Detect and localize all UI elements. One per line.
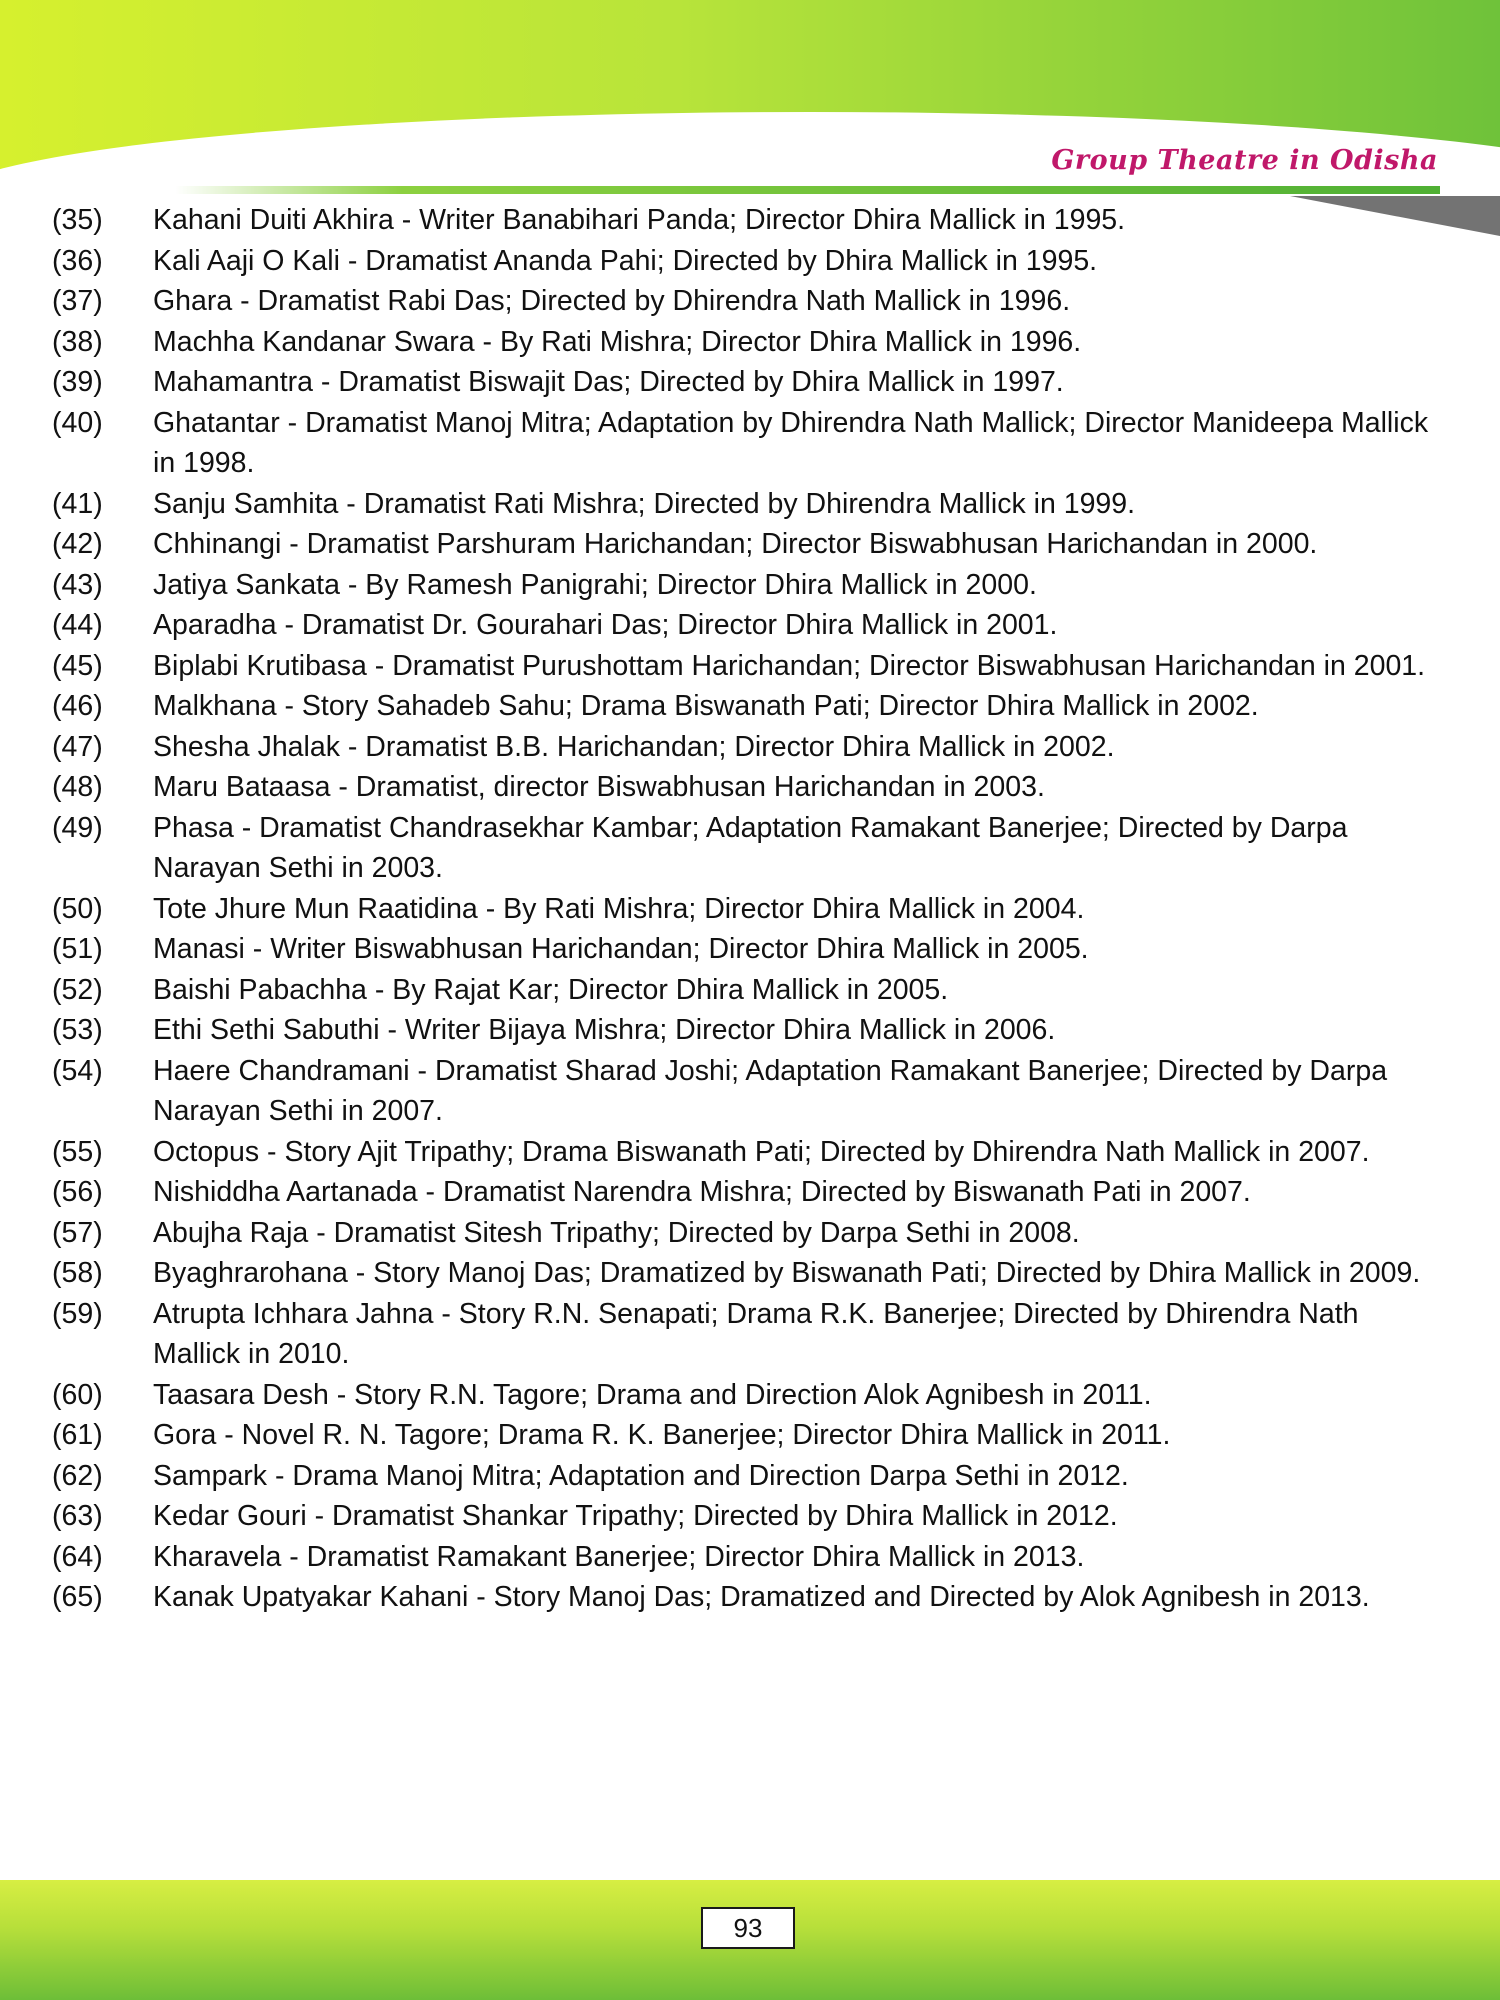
list-item [52, 241, 1452, 282]
entry-number: (49) [52, 811, 103, 844]
entry-number: (40) [52, 406, 103, 439]
entry-text: Taasara Desh - Story R.N. Tagore; Drama and Direction Alok Agnibesh in 2011. [153, 1378, 1152, 1411]
entry-text: Sampark - Drama Manoj Mitra; Adaptation and Direction Darpa Sethi in 2012. [153, 1459, 1129, 1492]
entry-text: Chhinangi - Dramatist Parshuram Harichandan; Director Biswabhusan Harichandan in 2000. [153, 528, 1318, 560]
list-item [52, 1537, 1452, 1578]
entry-number: (63) [52, 1500, 103, 1532]
list-item [52, 767, 1452, 808]
list-item [52, 605, 1452, 646]
entry-text: Haere Chandramani - Dramatist Sharad Joshi; Adaptation Ramakant Banerjee; Directed by Darpa Narayan Sethi in 2007. [153, 1054, 1388, 1127]
entry-text: Kedar Gouri - Dramatist Shankar Tripathy; Directed by Dhira Mallick in 2012. [153, 1500, 1118, 1532]
list-item [52, 1132, 1452, 1173]
entry-number: (36) [52, 244, 103, 277]
list-item [52, 200, 1452, 241]
entry-text: Gora - Novel R. N. Tagore; Drama R. K. Banerjee; Director Dhira Mallick in 2011. [153, 1419, 1171, 1451]
entry-text: Kharavela - Dramatist Ramakant Banerjee; Director Dhira Mallick in 2013. [153, 1540, 1085, 1573]
list-item [52, 322, 1452, 363]
entry-number: (35) [52, 204, 103, 236]
entry-number: (55) [52, 1135, 103, 1168]
entry-number: (53) [52, 1014, 103, 1046]
entry-number: (41) [52, 487, 103, 520]
entry-number: (37) [52, 285, 103, 317]
list-item [52, 686, 1452, 727]
entry-text: Tote Jhure Mun Raatidina - By Rati Mishra; Director Dhira Mallick in 2004. [153, 892, 1085, 925]
list-item [52, 524, 1452, 565]
running-header-title: Group Theatre in Odisha [1051, 145, 1438, 176]
list-item [52, 1577, 1452, 1618]
list-item [52, 808, 1452, 889]
entry-number: (51) [52, 933, 103, 965]
entry-number: (48) [52, 771, 103, 803]
entry-text: Phasa - Dramatist Chandrasekhar Kambar; Adaptation Ramakant Banerjee; Directed by Darpa Narayan Sethi in 2003. [153, 811, 1348, 884]
list-item [52, 1010, 1452, 1051]
entry-text: Maru Bataasa - Dramatist, director Biswabhusan Harichandan in 2003. [153, 771, 1045, 803]
entry-number: (52) [52, 973, 103, 1006]
entry-number: (54) [52, 1054, 103, 1087]
entry-number: (60) [52, 1378, 103, 1411]
list-item [52, 970, 1452, 1011]
entry-number: (50) [52, 892, 103, 925]
entry-text: Aparadha - Dramatist Dr. Gourahari Das; Director Dhira Mallick in 2001. [153, 609, 1058, 641]
list-item [52, 281, 1452, 322]
entry-number: (56) [52, 1176, 103, 1208]
list-item [52, 403, 1452, 484]
entry-number: (39) [52, 366, 103, 398]
entry-text: Ghatantar - Dramatist Manoj Mitra; Adaptation by Dhirendra Nath Mallick; Director Manideepa Mallick in 1998. [153, 406, 1429, 479]
entry-text: Kanak Upatyakar Kahani - Story Manoj Das; Dramatized and Directed by Alok Agnibesh in 2013. [153, 1581, 1370, 1613]
list-item [52, 1172, 1452, 1213]
entry-number: (64) [52, 1540, 103, 1573]
production-list [52, 200, 1452, 1618]
list-item [52, 929, 1452, 970]
header-rule [175, 186, 1440, 194]
page-number: 93 [701, 1907, 795, 1949]
entry-number: (43) [52, 568, 103, 601]
entry-text: Octopus - Story Ajit Tripathy; Drama Biswanath Pati; Directed by Dhirendra Nath Mallick in 2007. [153, 1135, 1370, 1168]
list-item [52, 1213, 1452, 1254]
list-item [52, 1253, 1452, 1294]
entry-number: (45) [52, 649, 103, 682]
entry-text: Malkhana - Story Sahadeb Sahu; Drama Biswanath Pati; Director Dhira Mallick in 2002. [153, 690, 1259, 722]
list-item [52, 362, 1452, 403]
entry-text: Machha Kandanar Swara - By Rati Mishra; Director Dhira Mallick in 1996. [153, 325, 1082, 358]
entry-text: Baishi Pabachha - By Rajat Kar; Director Dhira Mallick in 2005. [153, 973, 949, 1006]
entry-text: Ghara - Dramatist Rabi Das; Directed by Dhirendra Nath Mallick in 1996. [153, 285, 1071, 317]
entry-text: Mahamantra - Dramatist Biswajit Das; Directed by Dhira Mallick in 1997. [153, 366, 1064, 398]
list-item [52, 1051, 1452, 1132]
entry-text: Shesha Jhalak - Dramatist B.B. Harichandan; Director Dhira Mallick in 2002. [153, 730, 1115, 763]
entry-number: (57) [52, 1216, 103, 1249]
list-item [52, 484, 1452, 525]
entry-number: (59) [52, 1297, 103, 1330]
entry-text: Abujha Raja - Dramatist Sitesh Tripathy; Directed by Darpa Sethi in 2008. [153, 1216, 1080, 1249]
list-item [52, 1456, 1452, 1497]
entry-text: Jatiya Sankata - By Ramesh Panigrahi; Director Dhira Mallick in 2000. [153, 568, 1037, 601]
entry-number: (44) [52, 609, 103, 641]
entry-number: (46) [52, 690, 103, 722]
entry-number: (62) [52, 1459, 103, 1492]
list-item [52, 727, 1452, 768]
entry-number: (47) [52, 730, 103, 763]
entry-text: Ethi Sethi Sabuthi - Writer Bijaya Mishra; Director Dhira Mallick in 2006. [153, 1014, 1056, 1046]
entry-number: (61) [52, 1419, 103, 1451]
entry-text: Atrupta Ichhara Jahna - Story R.N. Senapati; Drama R.K. Banerjee; Directed by Dhirendra Nath Mallick in 2010. [153, 1297, 1359, 1370]
list-item [52, 1415, 1452, 1456]
entry-text: Nishiddha Aartanada - Dramatist Narendra Mishra; Directed by Biswanath Pati in 2007. [153, 1176, 1251, 1208]
list-item [52, 1375, 1452, 1416]
entry-text: Biplabi Krutibasa - Dramatist Purushottam Harichandan; Director Biswabhusan Harichandan in 2001. [153, 649, 1426, 682]
list-item [52, 1294, 1452, 1375]
list-item [52, 646, 1452, 687]
entry-text: Sanju Samhita - Dramatist Rati Mishra; Directed by Dhirendra Mallick in 1999. [153, 487, 1136, 520]
list-item [52, 1496, 1452, 1537]
entry-number: (65) [52, 1581, 103, 1613]
list-item [52, 889, 1452, 930]
entry-number: (42) [52, 528, 103, 560]
entry-text: Kahani Duiti Akhira - Writer Banabihari Panda; Director Dhira Mallick in 1995. [153, 204, 1126, 236]
entry-text: Kali Aaji O Kali - Dramatist Ananda Pahi; Directed by Dhira Mallick in 1995. [153, 244, 1098, 277]
entry-number: (58) [52, 1257, 103, 1289]
list-item [52, 565, 1452, 606]
entry-number: (38) [52, 325, 103, 358]
entry-text: Manasi - Writer Biswabhusan Harichandan; Director Dhira Mallick in 2005. [153, 933, 1089, 965]
entry-text: Byaghrarohana - Story Manoj Das; Dramatized by Biswanath Pati; Directed by Dhira Mallick in 2009. [153, 1257, 1421, 1289]
